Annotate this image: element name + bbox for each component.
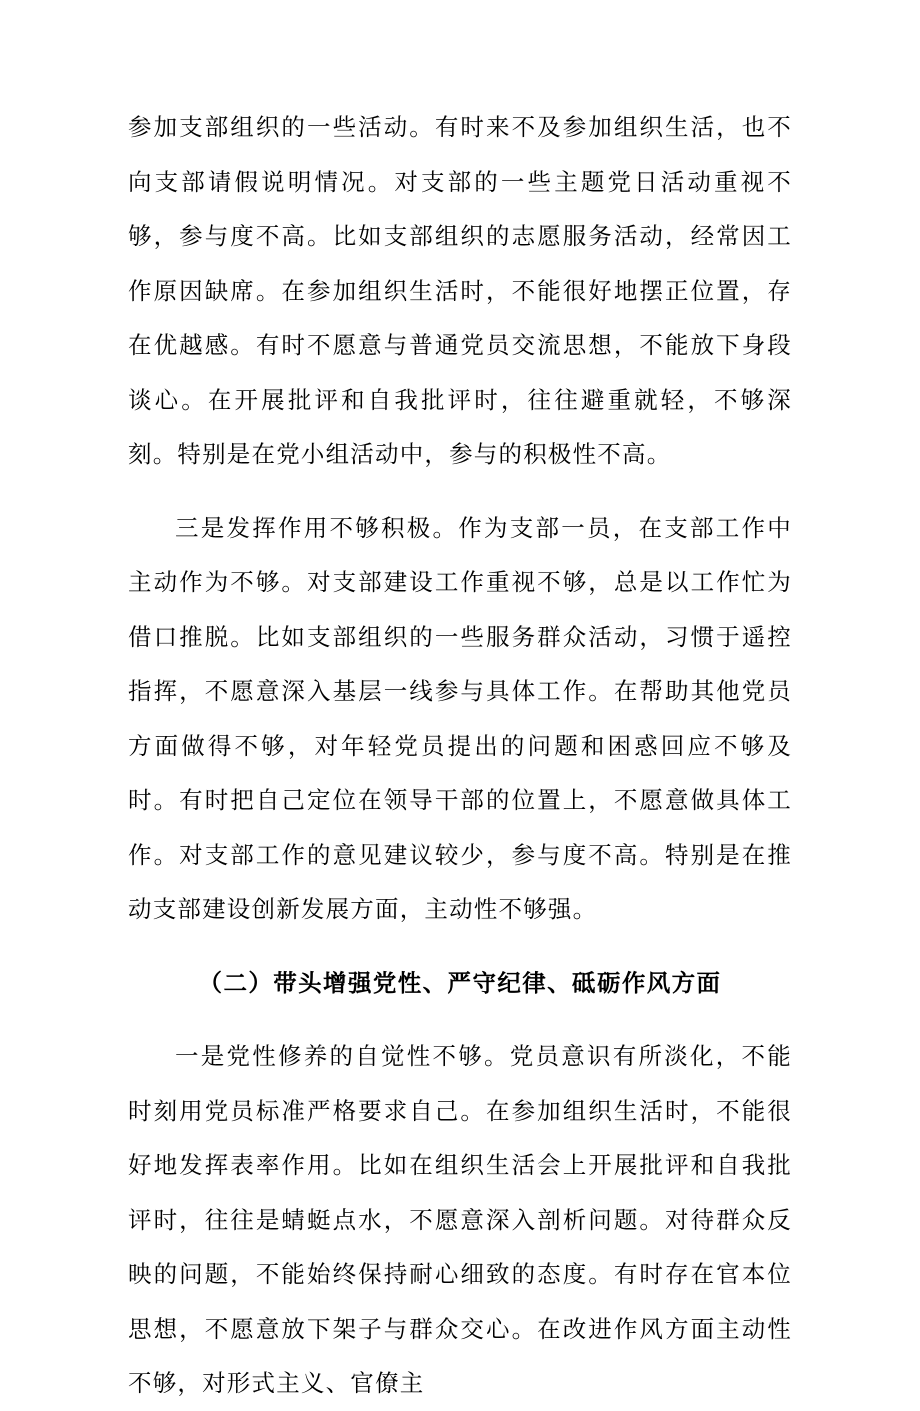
- paragraph-spacer: [128, 482, 792, 501]
- paragraph-continued: 参加支部组织的一些活动。有时来不及参加组织生活，也不向支部请假说明情况。对支部的一些主题党日活动重视不够，参与度不高。比如支部组织的志愿服务活动，经常因工作原因缺席。在参加组织生活时，不能很好地摆正位置，存在优越感。有时不愿意与普通党员交流思想，不能放下身段谈心。在开展批评和自我批评时，往往避重就轻，不够深刻。特别是在党小组活动中，参与的积极性不高。: [128, 113, 792, 468]
- document-body: [128, 100, 792, 1411]
- paragraph-point-three: 三是发挥作用不够积极。作为支部一员，在支部工作中主动作为不够。对支部建设工作重视不够，总是以工作忙为借口推脱。比如支部组织的一些服务群众活动，习惯于遥控指挥，不愿意深入基层一线参与具体工作。在帮助其他党员方面做得不够，对年轻党员提出的问题和困惑回应不够及时。有时把自己定位在领导干部的位置上，不愿意做具体工作。对支部工作的意见建议较少，参与度不高。特别是在推动支部建设创新发展方面，主动性不够强。: [128, 513, 792, 923]
- paragraph-spacer: [128, 937, 792, 956]
- paragraph-spacer: [128, 1010, 792, 1029]
- section-heading: （二）带头增强党性、严守纪律、砥砺作风方面: [198, 968, 722, 997]
- paragraph-point-one: 一是党性修养的自觉性不够。党员意识有所淡化，不能时刻用党员标准严格要求自己。在参加组织生活时，不能很好地发挥表率作用。比如在组织生活会上开展批评和自我批评时，往往是蜻蜓点水，不愿意深入剖析问题。对待群众反映的问题，不能始终保持耐心细致的态度。有时存在官本位思想，不愿意放下架子与群众交心。在改进作风方面主动性不够，对形式主义、官僚主: [128, 1042, 792, 1397]
